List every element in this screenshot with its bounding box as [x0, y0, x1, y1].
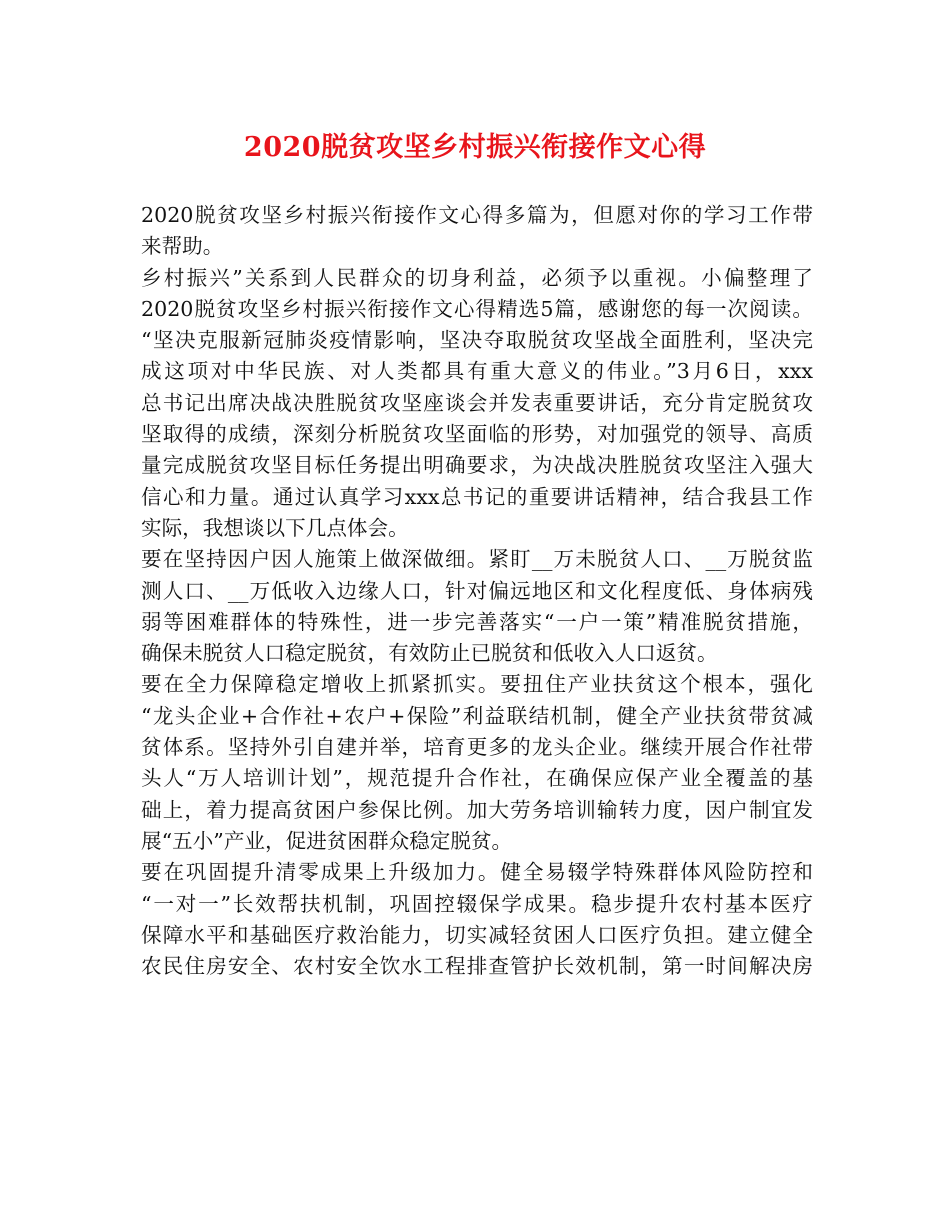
body-text-line: 保障水平和基础医疗救治能力，切实减轻贫困人口医疗负担。建立健全 [141, 922, 813, 947]
body-text-line: 展“五小”产业，促进贫困群众稳定脱贫。 [141, 828, 513, 853]
body-text-line: 实际，我想谈以下几点体会。 [141, 515, 409, 540]
body-text-line: 测人口、__万低收入边缘人口，针对偏远地区和文化程度低、身体病残 [141, 578, 813, 603]
body-text-line: 要在全力保障稳定增收上抓紧抓实。要扭住产业扶贫这个根本，强化 [141, 672, 813, 697]
body-text-line: 头人“万人培训计划”，规范提升合作社，在确保应保产业全覆盖的基 [141, 766, 813, 791]
body-text-line: 确保未脱贫人口稳定脱贫，有效防止已脱贫和低收入人口返贫。 [141, 641, 718, 666]
body-text-line: “一对一”长效帮扶机制，巩固控辍保学成果。稳步提升农村基本医疗 [141, 891, 813, 916]
body-text-line: 成这项对中华民族、对人类都具有重大意义的伟业。”3月6日，xxx [141, 359, 813, 384]
body-text-line: 础上，着力提高贫困户参保比例。加大劳务培训输转力度，因户制宜发 [141, 797, 813, 822]
document-body [141, 200, 813, 982]
body-text-line: 2020脱贫攻坚乡村振兴衔接作文心得精选5篇，感谢您的每一次阅读。 [141, 296, 813, 321]
body-text-line: 农民住房安全、农村安全饮水工程排查管护长效机制，第一时间解决房 [141, 954, 813, 979]
body-text-line: 坚取得的成绩，深刻分析脱贫攻坚面临的形势，对加强党的领导、高质 [141, 422, 813, 447]
body-text-line: 贫体系。坚持外引自建并举，培育更多的龙头企业。继续开展合作社带 [141, 735, 813, 760]
body-text-line: 信心和力量。通过认真学习xxx总书记的重要讲话精神，结合我县工作 [141, 484, 813, 509]
body-text-line: 要在坚持因户因人施策上做深做细。紧盯__万未脱贫人口、__万脱贫监 [141, 547, 813, 572]
document-title: 2020脱贫攻坚乡村振兴衔接作文心得 [243, 132, 707, 163]
body-text-line: 总书记出席决战决胜脱贫攻坚座谈会并发表重要讲话，充分肯定脱贫攻 [141, 390, 813, 415]
body-text-line: 弱等困难群体的特殊性，进一步完善落实“一户一策”精准脱贫措施， [141, 609, 813, 634]
body-text-line: 乡村振兴”关系到人民群众的切身利益，必须予以重视。小偏整理了 [141, 265, 813, 290]
body-text-line: 2020脱贫攻坚乡村振兴衔接作文心得多篇为，但愿对你的学习工作带 [141, 203, 813, 227]
body-text-line: “坚决克服新冠肺炎疫情影响，坚决夺取脱贫攻坚战全面胜利，坚决完 [141, 328, 813, 353]
body-text-line: “龙头企业+合作社+农户+保险”利益联结机制，健全产业扶贫带贫减 [141, 703, 813, 728]
body-text-line: 来帮助。 [141, 234, 224, 259]
body-text-line: 量完成脱贫攻坚目标任务提出明确要求，为决战决胜脱贫攻坚注入强大 [141, 453, 813, 478]
body-text-line: 要在巩固提升清零成果上升级加力。健全易辍学特殊群体风险防控和 [141, 860, 813, 885]
